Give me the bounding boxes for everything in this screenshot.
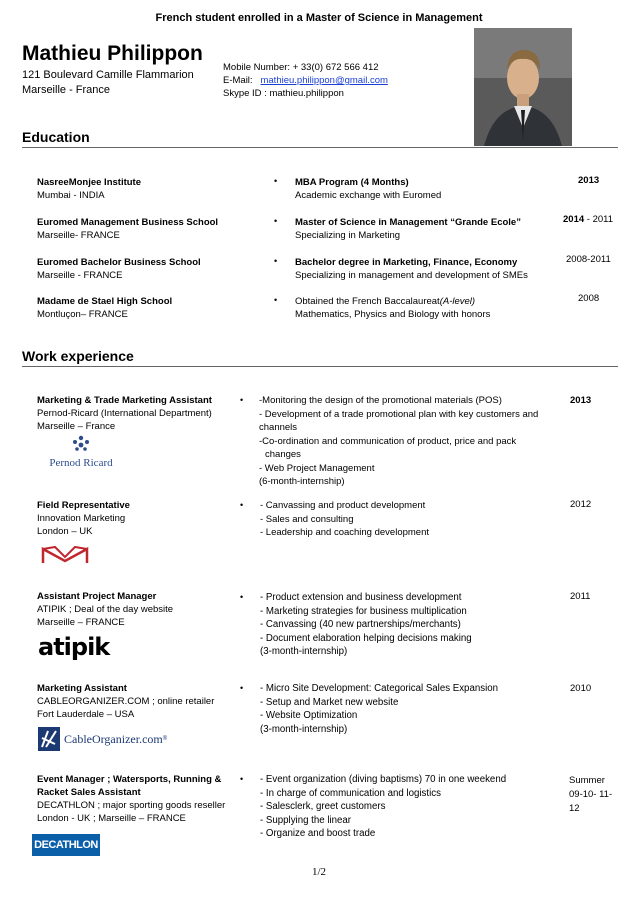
job-place: London – UK — [37, 526, 93, 537]
duty-line: - Leadership and coaching development — [260, 527, 430, 538]
education-year-2 — [563, 214, 613, 225]
address-line-1: 121 Boulevard Camille Flammarion — [22, 69, 194, 81]
work-duties-5 — [260, 773, 506, 841]
program-detail: Mathematics, Physics and Biology with honors — [295, 309, 491, 320]
year-line: Summer — [569, 775, 605, 786]
work-heading: Work experience — [22, 348, 134, 364]
job-company: Pernod-Ricard (International Department) — [37, 408, 212, 419]
portrait-icon — [474, 28, 572, 146]
bullet-icon: • — [240, 500, 244, 510]
decathlon-logo: DECATHLON — [32, 834, 100, 856]
education-school-4 — [37, 295, 172, 321]
education-heading: Education — [22, 129, 90, 145]
duty-line: - In charge of communication and logistics — [260, 787, 441, 799]
job-role: Event Manager ; Watersports, Running & — [37, 774, 222, 785]
year-end: - 2011 — [584, 214, 614, 225]
innovation-marketing-logo — [41, 543, 89, 572]
education-divider — [22, 147, 618, 148]
atipik-logo: atipik — [38, 633, 110, 661]
work-duties-4 — [260, 682, 498, 736]
work-divider — [22, 366, 618, 367]
job-company: DECATHLON ; major sporting goods reseller — [37, 800, 226, 811]
job-role: Marketing Assistant — [37, 683, 127, 694]
bullet-icon: • — [240, 683, 244, 693]
job-place: Fort Lauderdale – USA — [37, 709, 135, 720]
education-program-2 — [295, 216, 521, 242]
job-company: Innovation Marketing — [37, 513, 126, 524]
duty-line: -Co-ordination and communication of product, price and pack — [259, 435, 517, 447]
job-company: ATIPIK ; Deal of the day website — [37, 604, 174, 615]
work-entry-1 — [37, 394, 212, 433]
tagline: French student enrolled in a Master of Science in Management — [155, 12, 483, 24]
duty-line: - Supplying the linear — [260, 814, 352, 826]
job-role: Field Representative — [37, 500, 130, 511]
education-program-1 — [295, 176, 441, 202]
bullet-icon: • — [274, 256, 278, 266]
school-name: Madame de Stael High School — [37, 296, 173, 307]
school-name: Euromed Bachelor Business School — [37, 257, 201, 268]
year-start: 2014 — [563, 214, 585, 225]
education-program-4 — [295, 295, 490, 321]
work-year-4: 2010 — [570, 683, 592, 694]
duty-line: - Event organization (diving baptisms) 70 in one weekend — [260, 774, 507, 785]
duty-line: - Canvassing and product development — [260, 500, 426, 511]
duty-line: - Organize and boost trade — [260, 828, 376, 839]
work-duties-1 — [259, 394, 538, 489]
work-duties-2 — [260, 499, 429, 540]
envelope-logo-icon — [41, 543, 89, 567]
program-note: (A-level) — [439, 296, 476, 307]
education-school-2 — [37, 216, 218, 242]
education-school-3 — [37, 256, 201, 282]
work-duties-3 — [260, 591, 472, 659]
duty-line: - Development of a trade promotional plan with key customers and — [259, 408, 539, 420]
job-role-continued: Racket Sales Assistant — [37, 787, 141, 798]
program-name: Obtained the French Baccalaureat — [295, 296, 440, 307]
program-detail: Specializing in Marketing — [295, 230, 401, 241]
cableorganizer-logo — [37, 726, 167, 752]
job-place: Marseille – France — [37, 421, 116, 432]
education-school-1 — [37, 176, 141, 202]
bullet-icon: • — [274, 295, 278, 305]
school-name: NasreeMonjee Institute — [37, 177, 141, 188]
work-entry-3 — [37, 590, 173, 629]
duty-line: - Marketing strategies for business multiplication — [260, 605, 467, 617]
work-year-3: 2011 — [570, 591, 591, 602]
work-year-2: 2012 — [570, 499, 592, 510]
duty-line: (3-month-internship) — [260, 723, 348, 735]
work-entry-2 — [37, 499, 130, 538]
education-year-3: 2008-2011 — [566, 254, 611, 265]
job-company: CABLEORGANIZER.COM ; online retailer — [37, 696, 215, 707]
education-program-3 — [295, 256, 528, 282]
duty-line: (3-month-internship) — [260, 646, 348, 657]
cable-logo-icon — [37, 726, 61, 752]
duty-line: - Setup and Market new website — [260, 696, 399, 708]
job-place: London - UK ; Marseille – FRANCE — [37, 813, 186, 824]
bullet-icon: • — [240, 395, 244, 405]
year-line: 12 — [569, 803, 580, 814]
education-year-1: 2013 — [578, 175, 600, 186]
duty-line: - Product extension and business development — [260, 592, 462, 603]
duty-line: - Salesclerk, greet customers — [260, 801, 386, 812]
duty-line: channels — [259, 422, 298, 433]
pernod-ricard-logo — [40, 434, 122, 469]
job-place: Marseille – FRANCE — [37, 617, 125, 628]
skype-id: Skype ID : mathieu.philippon — [223, 88, 344, 99]
page-number: 1/2 — [311, 866, 327, 878]
logo-text: CableOrganizer.com — [64, 731, 163, 746]
work-entry-4 — [37, 682, 214, 721]
registered-mark: ® — [162, 736, 168, 742]
program-name: Master of Science in Management “Grande Ecole” — [295, 217, 521, 228]
work-entry-5 — [37, 773, 225, 825]
duty-line: (6-month-internship) — [259, 476, 345, 487]
school-place: Mumbai - INDIA — [37, 190, 105, 201]
education-year-4: 2008 — [578, 293, 600, 304]
profile-photo — [474, 28, 572, 146]
work-year-1: 2013 — [570, 395, 592, 406]
bullet-icon: • — [240, 592, 244, 602]
duty-line: - Sales and consulting — [260, 513, 354, 525]
pernod-ricard-emblem-icon — [70, 434, 92, 454]
bullet-icon: • — [274, 176, 278, 186]
program-name: MBA Program (4 Months) — [295, 177, 409, 188]
program-detail: Specializing in management and development of SMEs — [295, 270, 528, 281]
mobile-number: Mobile Number: + 33(0) 672 566 412 — [223, 62, 379, 73]
candidate-name: Mathieu Philippon — [22, 42, 203, 65]
logo-text: Pernod Ricard — [49, 457, 113, 469]
program-name: Bachelor degree in Marketing, Finance, Economy — [295, 257, 518, 268]
work-year-5 — [569, 774, 612, 816]
job-role: Assistant Project Manager — [37, 591, 157, 602]
email-label: E-Mail: — [223, 75, 253, 86]
duty-line: - Document elaboration helping decisions making — [260, 632, 472, 644]
year-line: 09-10- 11- — [569, 789, 613, 800]
school-place: Marseille- FRANCE — [37, 230, 120, 241]
address-line-2: Marseille - France — [22, 84, 111, 96]
bullet-icon: • — [240, 774, 244, 784]
duty-line: - Canvassing (40 new partnerships/merchants) — [260, 619, 461, 630]
duty-line: changes — [265, 449, 301, 460]
duty-line: - Micro Site Development: Categorical Sales Expansion — [260, 683, 498, 694]
school-place: Marseille - FRANCE — [37, 270, 123, 281]
school-name: Euromed Management Business School — [37, 217, 219, 228]
email-row — [223, 75, 388, 86]
duty-line: -Monitoring the design of the promotional materials (POS) — [259, 395, 502, 406]
email-link[interactable]: mathieu.philippon@gmail.com — [260, 75, 388, 86]
duty-line: - Website Optimization — [260, 710, 358, 721]
job-role: Marketing & Trade Marketing Assistant — [37, 395, 212, 406]
duty-line: - Web Project Management — [259, 462, 375, 474]
program-detail: Academic exchange with Euromed — [295, 190, 442, 201]
school-place: Montluçon– FRANCE — [37, 309, 128, 320]
bullet-icon: • — [274, 216, 278, 226]
